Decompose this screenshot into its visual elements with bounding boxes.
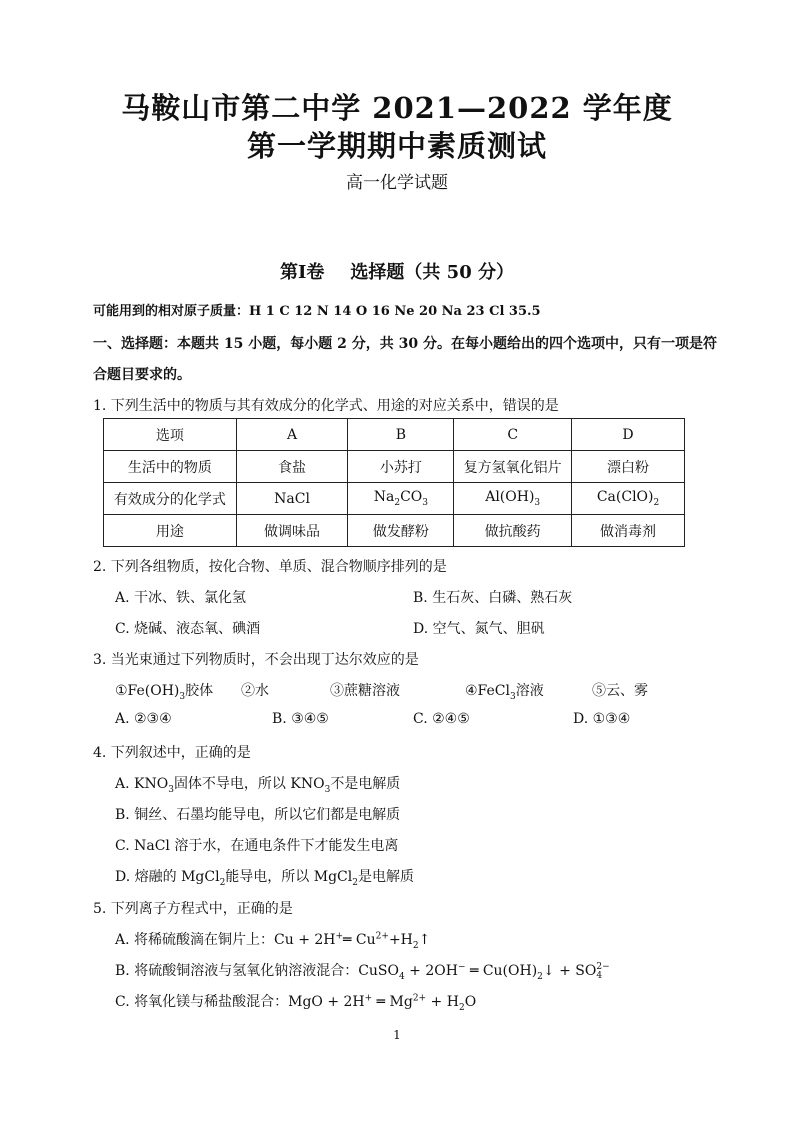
section-heading [0, 258, 794, 284]
formula-subscript: 4 [398, 971, 405, 982]
q1-table [103, 418, 685, 547]
q3-option-b: B. ③④⑤ [272, 711, 329, 727]
option-text: D. 熔融的 MgCl [115, 869, 220, 885]
q4-option-b: B. 铜丝、石墨均能导电，所以它们都是电解质 [115, 807, 401, 823]
q2-stem: 2. 下列各组物质，按化合物、单质、混合物顺序排列的是 [93, 559, 447, 575]
option-text: ↓ + SO [542, 963, 597, 979]
formula-part: Na [373, 489, 395, 506]
atomic-masses: 可能用到的相对原子质量：H 1 C 12 N 14 O 16 Ne 20 Na 23 Cl 35.5 [93, 304, 541, 319]
q4-option-d [115, 866, 414, 888]
option-text: A. KNO [115, 776, 169, 792]
table-cell: 复方氢氧化铝片 [454, 451, 572, 483]
q5-stem: 5. 下列离子方程式中，正确的是 [93, 901, 293, 917]
table-row [104, 483, 685, 515]
option-text: A. 将稀硫酸滴在铜片上：Cu + 2H [115, 932, 336, 948]
table-cell: 食盐 [236, 451, 348, 483]
q1-stem: 1. 下列生活中的物质与其有效成分的化学式、用途的对应关系中，错误的是 [93, 398, 559, 414]
formula-subscript: 3 [422, 497, 428, 508]
q3-item-2: ②水 [241, 683, 269, 699]
table-cell [572, 483, 685, 515]
table-row [104, 515, 685, 547]
q4-option-c: C. NaCl 溶于水，在通电条件下才能发生电离 [115, 838, 399, 854]
q2-option-b: B. 生石灰、白磷、熟石灰 [413, 590, 573, 606]
formula-subscript: 3 [534, 497, 541, 508]
q5-option-c [115, 991, 476, 1013]
formula-part: CO [400, 489, 423, 506]
option-text: 固体不导电，所以 KNO [173, 776, 325, 792]
formula-subscript: 2 [219, 877, 226, 888]
formula-subscript: 2 [458, 1002, 465, 1013]
table-cell: NaCl [236, 483, 348, 515]
q3-item-3: ③蔗糖溶液 [330, 683, 400, 699]
document-title: 马鞍山市第二中学 2021—2022 学年度 [121, 91, 673, 125]
option-text: + H [426, 994, 459, 1010]
formula-subscript: 2 [394, 497, 401, 508]
formula-subscript: 3 [168, 784, 174, 795]
formula-part: Al(OH) [485, 489, 535, 506]
formula-superscript: − [457, 962, 466, 973]
document-title-line2: 第一学期期中素质测试 [246, 129, 547, 163]
option-text: ═ Cu [343, 932, 376, 948]
table-cell: 做消毒剂 [572, 515, 685, 547]
option-text: B. 将硫酸铜溶液与氢氧化钠溶液混合：CuSO [115, 963, 399, 979]
formula-subscript: 2 [412, 940, 419, 951]
option-text: + 2OH [404, 963, 458, 979]
option-text: ↑ [418, 932, 431, 948]
instructions-line2: 合题目要求的。 [93, 367, 191, 383]
table-cell: B [348, 419, 454, 451]
table-cell: 做抗酸药 [454, 515, 572, 547]
formula-superscript: + [335, 931, 344, 942]
q2-option-c: C. 烧碱、液态氧、碘酒 [115, 621, 261, 637]
table-cell: 做发酵粉 [348, 515, 454, 547]
q3-stem: 3. 当光束通过下列物质时，不会出现丁达尔效应的是 [93, 652, 419, 668]
exam-subtitle: 高一化学试题 [346, 173, 448, 193]
table-cell: 生活中的物质 [104, 451, 237, 483]
q5-option-b [115, 960, 610, 982]
section-name: 选择题（共 50 分） [350, 262, 514, 283]
option-text: ═ Cu(OH) [465, 963, 538, 979]
table-cell [348, 483, 454, 515]
option-text: 不是电解质 [330, 776, 401, 792]
table-cell: 漂白粉 [572, 451, 685, 483]
table-cell: 做调味品 [236, 515, 348, 547]
instructions-line1: 一、选择题：本题共 15 小题，每小题 2 分，共 30 分。在每小题给出的四个选项中，只有一项是符 [93, 336, 717, 352]
q3-option-c: C. ②④⑤ [413, 711, 470, 727]
formula-subscript: 2 [537, 971, 543, 982]
option-text: 能导电，所以 MgCl [225, 869, 353, 885]
option-text: +H [388, 932, 413, 948]
table-row [104, 451, 685, 483]
q3-item-1 [115, 680, 213, 702]
formula-superscript: 2− [596, 962, 610, 973]
q4-stem: 4. 下列叙述中，正确的是 [93, 745, 251, 761]
table-cell: A [236, 419, 348, 451]
formula-superscript: 2+ [375, 931, 389, 942]
option-text: O [464, 994, 477, 1010]
table-cell [454, 483, 572, 515]
section-part: 第Ⅰ卷 [279, 262, 325, 283]
option-text: 是电解质 [357, 869, 414, 885]
q2-option-a: A. 干冰、铁、氯化氢 [115, 590, 247, 606]
table-cell: D [572, 419, 685, 451]
item-text: 胶体 [185, 683, 214, 699]
formula-subscript: 3 [509, 691, 516, 702]
item-text: ①Fe(OH) [115, 683, 180, 699]
table-cell: C [454, 419, 572, 451]
q3-option-d: D. ①③④ [573, 711, 631, 727]
table-row [104, 419, 685, 451]
formula-subscript: 3 [324, 784, 331, 795]
formula-subscript: 4 [596, 971, 603, 982]
q2-option-d: D. 空气、氮气、胆矾 [413, 621, 545, 637]
table-cell: 小苏打 [348, 451, 454, 483]
formula-superscript: 2+ [412, 993, 427, 1004]
table-cell: 用途 [104, 515, 237, 547]
item-text: 溶液 [515, 683, 544, 699]
table-cell: 有效成分的化学式 [104, 483, 237, 515]
q3-option-a: A. ②③④ [115, 711, 172, 727]
q5-option-a [115, 929, 430, 951]
table-cell: 选项 [104, 419, 237, 451]
formula-subscript: 2 [653, 497, 660, 508]
option-text: ═ Mg [372, 994, 413, 1010]
q4-option-a [115, 773, 400, 795]
formula-superscript: + [364, 993, 373, 1004]
formula-part: Ca(ClO) [596, 489, 654, 506]
item-text: ④FeCl [465, 683, 510, 699]
option-text: C. 将氧化镁与稀盐酸混合：MgO + 2H [115, 994, 365, 1010]
page-number: 1 [393, 1028, 401, 1042]
q3-item-4 [465, 680, 544, 702]
formula-subscript: 2 [352, 877, 358, 888]
q3-item-5: ⑤云、雾 [592, 683, 648, 699]
formula-subscript: 3 [179, 691, 186, 702]
